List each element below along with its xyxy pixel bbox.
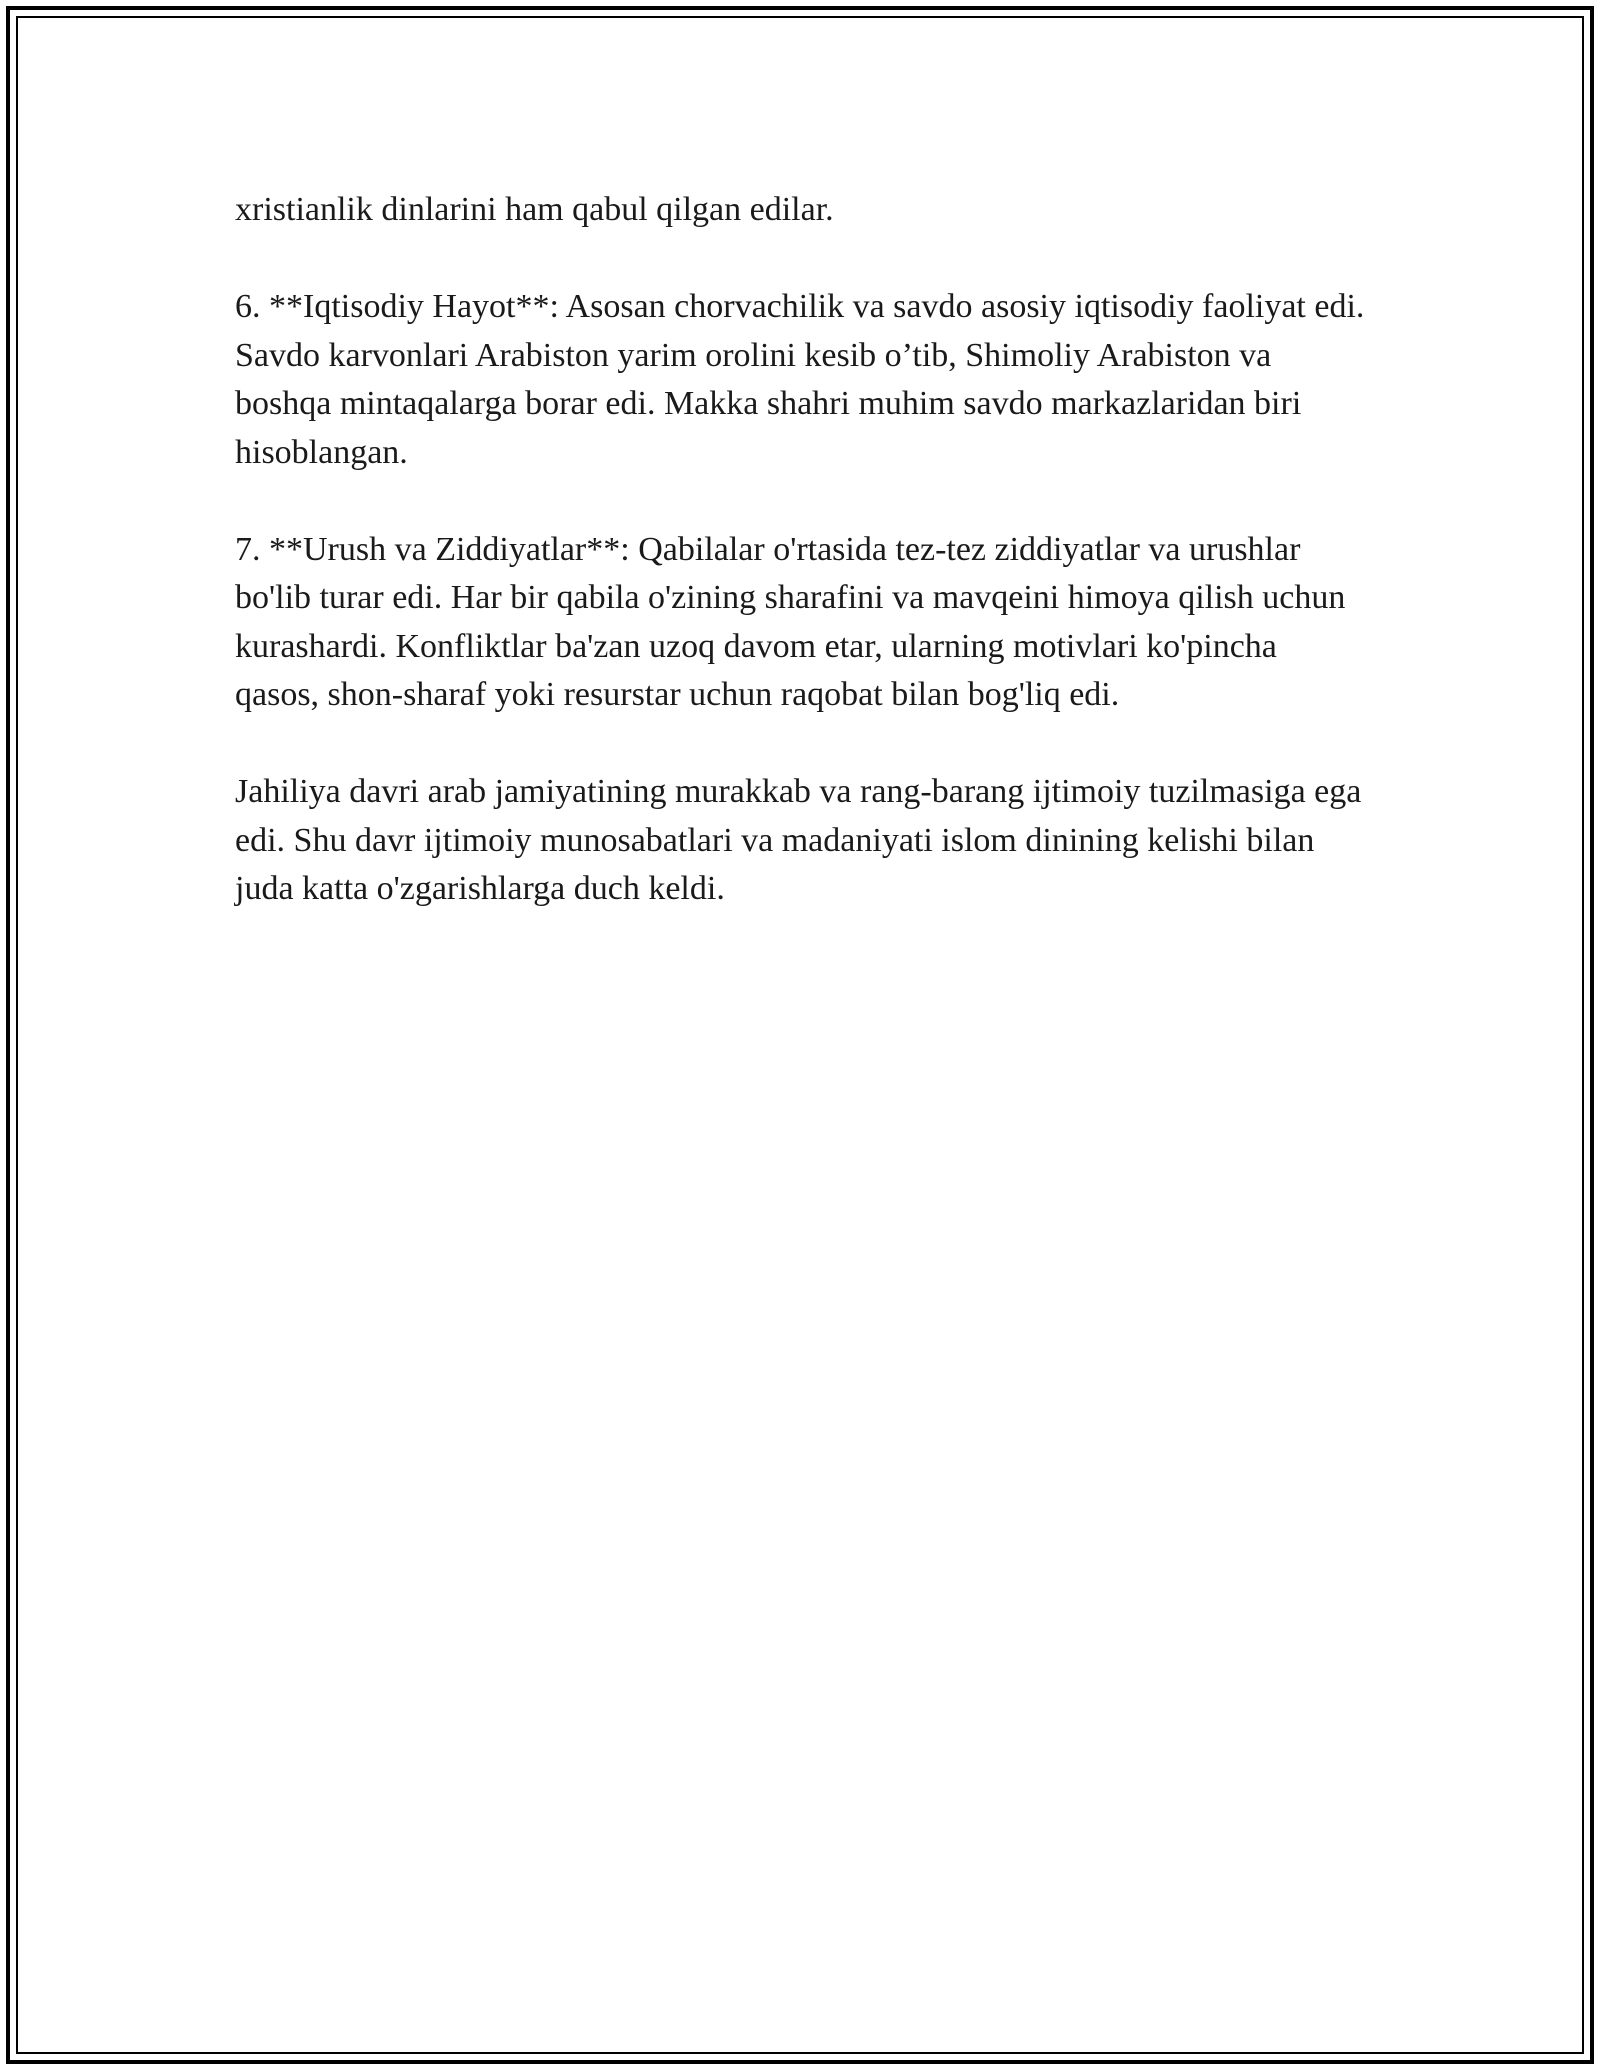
paragraph-continuation: xristianlik dinlarini ham qabul qilgan edilar. bbox=[235, 191, 834, 228]
paragraph-urush-va-ziddiyatlar: 7. **Urush va Ziddiyatlar**: Qabilalar o'rtasida tez-tez ziddiyatlar va urushlar bo'lib turar edi. Har bir qabila o'zining sharafini va mavqeini himoya qilish uchun kurashardi. Konfliktlar ba'zan uzoq davom etar, ularning motivlari ko'pincha qasos, shon-sharaf yoki resurstar uchun raqobat bilan bog'liq edi. bbox=[235, 530, 1346, 713]
paragraph-iqtisodiy-hayot: 6. **Iqtisodiy Hayot**: Asosan chorvachilik va savdo asosiy iqtisodiy faoliyat edi. Savdo karvonlari Arabiston yarim orolini kesib o’tib, Shimoliy Arabiston va boshqa mintaqalarga borar edi. Makka shahri muhim savdo markazlaridan biri hisoblangan. bbox=[235, 288, 1365, 471]
document-body bbox=[235, 186, 1365, 962]
paragraph-conclusion: Jahiliya davri arab jamiyatining murakkab va rang-barang ijtimoiy tuzilmasiga ega edi. Shu davr ijtimoiy munosabatlari va madaniyati islom dinining kelishi bilan juda katta o'zgarishlarga duch keldi. bbox=[235, 773, 1362, 907]
